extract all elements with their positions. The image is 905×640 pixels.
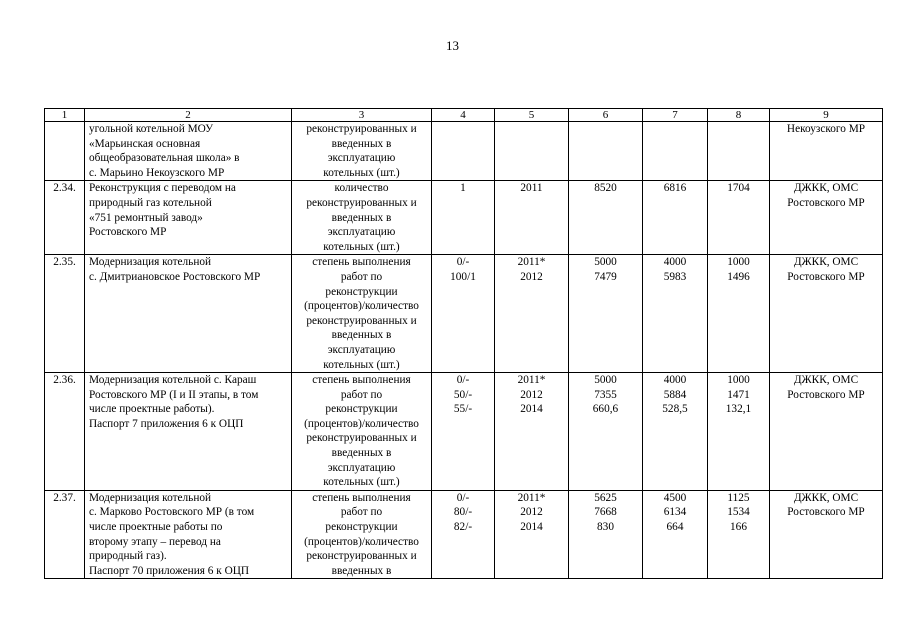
cell-line: Ростовского МР — [89, 226, 167, 239]
measure-name-cell — [85, 122, 292, 181]
cell-line: Ростовского МР — [787, 270, 865, 283]
cell-line: степень выполнения — [312, 491, 411, 504]
year-cell — [495, 255, 569, 373]
local-funding-cell — [708, 122, 770, 181]
cell-line: 1496 — [727, 270, 750, 283]
cell-line: 2011* — [517, 374, 546, 387]
row-number-cell: 2.35. — [45, 255, 85, 373]
cell-line: 80/- — [453, 506, 473, 519]
executor-cell — [770, 255, 883, 373]
cell-line: общеобразовательная школа» в — [89, 152, 240, 165]
column-header: 3 — [292, 109, 432, 122]
indicator-value-cell — [432, 255, 495, 373]
year-cell — [495, 373, 569, 491]
cell-line: природный газ). — [89, 550, 167, 563]
cell-line: 2014 — [520, 403, 543, 416]
measure-name-cell — [85, 181, 292, 255]
cell-line: введенных в — [331, 564, 392, 577]
total-funding-cell — [569, 181, 643, 255]
cell-line: реконструированных и — [306, 432, 417, 445]
cell-line: 4000 — [663, 256, 687, 269]
executor-cell — [770, 122, 883, 181]
executor-cell — [770, 490, 883, 579]
cell-line: 528,5 — [662, 403, 688, 416]
cell-line: 1000 — [727, 256, 750, 269]
cell-line: Некоузского МР — [786, 123, 866, 135]
cell-line: 8520 — [594, 182, 617, 195]
cell-line: второму этапу – перевод на — [89, 535, 221, 548]
cell-line: введенных в — [331, 137, 392, 150]
cell-line: введенных в — [331, 211, 392, 224]
total-funding-cell — [569, 255, 643, 373]
cell-line: 1534 — [727, 506, 750, 519]
cell-line: ДЖКК, ОМС — [793, 491, 859, 504]
measure-name-cell — [85, 255, 292, 373]
cell-line: степень выполнения — [312, 374, 411, 387]
cell-line: 6816 — [663, 182, 687, 195]
column-header: 1 — [45, 109, 85, 122]
cell-line: реконструкции — [325, 285, 398, 298]
cell-line: 100/1 — [450, 270, 476, 283]
indicator-value-cell — [432, 122, 495, 181]
cell-line: 2011* — [517, 256, 546, 269]
year-cell — [495, 122, 569, 181]
cell-line: Реконструкция с переводом на — [89, 182, 236, 195]
cell-line: Ростовского МР (I и II этапы, в том — [89, 388, 259, 401]
cell-line: работ по — [340, 388, 383, 401]
indicator-cell — [292, 490, 432, 579]
total-funding-cell — [569, 373, 643, 491]
column-header: 4 — [432, 109, 495, 122]
table-row — [45, 122, 883, 181]
regional-funding-cell — [643, 490, 708, 579]
cell-line: 1125 — [727, 491, 750, 504]
cell-line: Ростовского МР — [787, 196, 865, 209]
cell-line: 2012 — [520, 270, 543, 283]
cell-line: введенных в — [331, 447, 392, 460]
indicator-value-cell — [432, 181, 495, 255]
total-funding-cell — [569, 490, 643, 579]
cell-line: числе проектные работы). — [89, 403, 215, 416]
cell-line: эксплуатацию — [327, 343, 396, 356]
column-header: 7 — [643, 109, 708, 122]
cell-line: работ по — [340, 506, 383, 519]
cell-line: с. Дмитриановское Ростовского МР — [89, 270, 261, 283]
cell-line: 660,6 — [592, 403, 619, 416]
cell-line: ДЖКК, ОМС — [793, 182, 859, 195]
program-table — [44, 108, 883, 579]
cell-line: 2012 — [520, 388, 543, 401]
cell-line: 1 — [460, 182, 466, 195]
cell-line: 0/- — [456, 256, 470, 269]
year-cell — [495, 181, 569, 255]
cell-line: 2014 — [520, 521, 543, 534]
cell-line: 7668 — [594, 506, 617, 519]
cell-line: Ростовского МР — [787, 388, 865, 401]
cell-line: реконструированных и — [306, 196, 417, 209]
cell-line: котельных (шт.) — [323, 240, 400, 253]
cell-line: 4500 — [663, 491, 687, 504]
cell-line: 6134 — [663, 506, 687, 519]
cell-line: 7479 — [594, 270, 617, 283]
table-row — [45, 490, 883, 579]
cell-line: 0/- — [456, 374, 470, 387]
measure-name-cell — [85, 490, 292, 579]
local-funding-cell — [708, 490, 770, 579]
column-header: 5 — [495, 109, 569, 122]
cell-line: реконструированных и — [306, 123, 417, 135]
executor-cell — [770, 373, 883, 491]
cell-line: Модернизация котельной — [89, 491, 212, 504]
cell-line: 5000 — [594, 374, 617, 387]
indicator-value-cell — [432, 490, 495, 579]
cell-line: с. Марьино Некоузского МР — [89, 166, 225, 179]
cell-line: котельных (шт.) — [323, 476, 400, 489]
indicator-cell — [292, 181, 432, 255]
cell-line: 830 — [597, 521, 614, 534]
cell-line: Ростовского МР — [787, 506, 865, 519]
cell-line: ДЖКК, ОМС — [793, 374, 859, 387]
cell-line: 50/- — [453, 388, 473, 401]
cell-line: 5983 — [663, 270, 687, 283]
cell-line: 2011* — [517, 491, 546, 504]
cell-line: 7355 — [594, 388, 617, 401]
cell-line: реконструированных и — [306, 550, 417, 563]
column-header: 8 — [708, 109, 770, 122]
cell-line: 82/- — [453, 521, 473, 534]
cell-line: природный газ котельной — [89, 196, 212, 209]
table-row — [45, 373, 883, 491]
cell-line: (процентов)/количество — [304, 417, 419, 430]
column-header: 6 — [569, 109, 643, 122]
executor-cell — [770, 181, 883, 255]
local-funding-cell — [708, 255, 770, 373]
cell-line: «Марьинская основная — [89, 137, 201, 150]
cell-line: 1000 — [727, 374, 750, 387]
cell-line: Паспорт 70 приложения 6 к ОЦП — [89, 564, 250, 577]
regional-funding-cell — [643, 122, 708, 181]
cell-line: 5884 — [663, 388, 687, 401]
cell-line: 5000 — [594, 256, 617, 269]
cell-line: 4000 — [663, 374, 687, 387]
cell-line: котельных (шт.) — [323, 358, 400, 371]
page-number: 13 — [446, 38, 459, 53]
table-row — [45, 181, 883, 255]
table-row — [45, 255, 883, 373]
cell-line: с. Марково Ростовского МР (в том — [89, 506, 255, 519]
indicator-value-cell — [432, 373, 495, 491]
indicator-cell — [292, 122, 432, 181]
cell-line: Модернизация котельной — [89, 256, 212, 269]
cell-line: 0/- — [456, 491, 470, 504]
cell-line: (процентов)/количество — [304, 535, 419, 548]
column-header: 2 — [85, 109, 292, 122]
cell-line: 664 — [666, 521, 684, 534]
cell-line: 1471 — [727, 388, 750, 401]
cell-line: работ по — [340, 270, 383, 283]
cell-line: ДЖКК, ОМС — [793, 256, 859, 269]
indicator-cell — [292, 373, 432, 491]
total-funding-cell — [569, 122, 643, 181]
cell-line: котельных (шт.) — [323, 166, 400, 179]
row-number-cell: 2.37. — [45, 490, 85, 579]
cell-line: (процентов)/количество — [304, 300, 419, 313]
cell-line: «751 ремонтный завод» — [89, 211, 203, 224]
cell-line: 55/- — [453, 403, 473, 416]
cell-line: введенных в — [331, 329, 392, 342]
cell-line: 2011 — [520, 182, 543, 195]
row-number-cell: 2.34. — [45, 181, 85, 255]
cell-line: 166 — [730, 521, 747, 534]
year-cell — [495, 490, 569, 579]
local-funding-cell — [708, 181, 770, 255]
indicator-cell — [292, 255, 432, 373]
measure-name-cell — [85, 373, 292, 491]
cell-line: Модернизация котельной с. Караш — [89, 374, 257, 387]
cell-line: числе проектные работы по — [89, 521, 223, 534]
cell-line: 2012 — [520, 506, 543, 519]
cell-line: степень выполнения — [312, 256, 411, 269]
cell-line: 5625 — [594, 491, 617, 504]
column-header: 9 — [770, 109, 883, 122]
cell-line: реконструкции — [325, 403, 398, 416]
cell-line: количество — [334, 182, 389, 195]
cell-line: реконструированных и — [306, 314, 417, 327]
cell-line: эксплуатацию — [327, 152, 396, 165]
cell-line: эксплуатацию — [327, 461, 396, 474]
regional-funding-cell — [643, 255, 708, 373]
regional-funding-cell — [643, 181, 708, 255]
cell-line: эксплуатацию — [327, 226, 396, 239]
cell-line: 132,1 — [725, 403, 752, 416]
cell-line: реконструкции — [325, 521, 398, 534]
regional-funding-cell — [643, 373, 708, 491]
local-funding-cell — [708, 373, 770, 491]
cell-line: угольной котельной МОУ — [89, 123, 214, 135]
row-number-cell — [45, 122, 85, 181]
row-number-cell: 2.36. — [45, 373, 85, 491]
cell-line: Паспорт 7 приложения 6 к ОЦП — [89, 417, 244, 430]
header-row — [45, 109, 883, 122]
cell-line: 1704 — [727, 182, 750, 195]
